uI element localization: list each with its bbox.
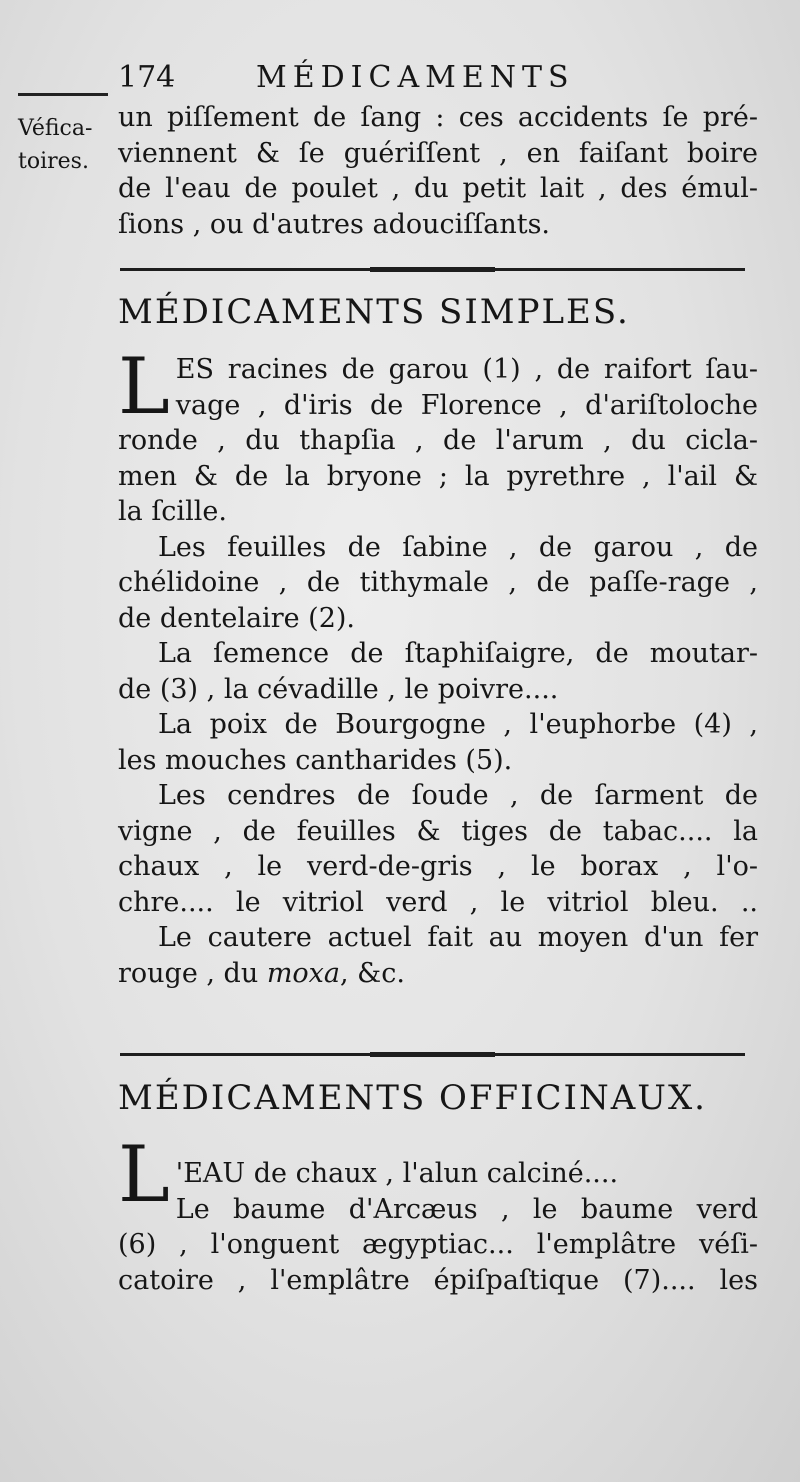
text-line: Les feuilles de ſabine , de garou , de (158, 531, 758, 563)
text-line: viennent & ſe guériſſent , en faiſant boire (118, 137, 758, 169)
text-line: la ſcille. (118, 496, 227, 527)
text-line: de dentelaire (2). (118, 602, 355, 634)
text-line: vage , d'iris de Florence , d'ariſtoloche (175, 389, 758, 421)
drop-cap: L (118, 342, 170, 432)
text-fragment: rouge , du (118, 957, 267, 989)
text-line: men & de la bryone ; la pyrethre , l'ail & (118, 460, 758, 492)
text-line: ES racines de garou (1) , de raifort ſau- (175, 354, 758, 385)
section-rule (120, 1053, 745, 1056)
drop-cap: L (118, 1130, 170, 1220)
margin-note-line: Véfica- (18, 116, 93, 141)
italic-term: moxa (266, 957, 341, 989)
section-officinaux-body (118, 1130, 758, 1298)
text-line: catoire , l'emplâtre épiſpaſtique (7).... les (118, 1264, 758, 1296)
running-head (0, 58, 800, 98)
text-line: Les cendres de ſoude , de ſarment de (158, 780, 758, 811)
text-line: (6) , l'onguent ægyptiac... l'emplâtre véſi- (118, 1229, 758, 1260)
text-line: chre.... le vitriol verd , le vitriol bleu. .. (118, 886, 758, 918)
margin-note-line: toires. (18, 149, 89, 174)
text-line: 'EAU de chaux , l'alun calciné.... (175, 1158, 619, 1189)
text-fragment: , &c. (340, 957, 405, 989)
section-simples-body (118, 342, 758, 991)
section-title-simples: MÉDICAMENTS SIMPLES. (118, 292, 630, 332)
text-line: de l'eau de poulet , du petit lait , des émul- (118, 173, 758, 204)
text-line: ſions , ou d'autres adouciſſants. (118, 208, 551, 240)
text-line: chaux , le verd-de-gris , le borax , l'o- (118, 851, 758, 882)
text-line: chélidoine , de tithymale , de paſſe-rage , (118, 567, 758, 598)
text-line: La poix de Bourgogne , l'euphorbe (4) , (158, 709, 758, 740)
margin-note (18, 112, 128, 178)
intro-paragraph (118, 100, 758, 242)
text-line: de (3) , la cévadille , le poivre.... (118, 673, 559, 705)
text-line: Le cautere actuel fait au moyen d'un fer (158, 922, 758, 953)
text-line: vigne , de feuilles & tiges de tabac.... la (118, 815, 758, 847)
running-title: MÉDICAMENTS (256, 60, 575, 95)
text-line: les mouches cantharides (5). (118, 744, 513, 776)
text-line: Le baume d'Arcæus , le baume verd (175, 1193, 758, 1225)
section-rule (120, 268, 745, 271)
text-line: un piſſement de ſang : ces accidents ſe pré- (118, 102, 758, 133)
text-line: La ſemence de ſtaphiſaigre, de moutar- (158, 638, 758, 669)
text-line: ronde , du thapſia , de l'arum , du cicla- (118, 425, 758, 456)
margin-rule (18, 93, 108, 96)
page-number: 174 (118, 60, 176, 95)
text-line (118, 956, 758, 992)
section-title-officinaux: MÉDICAMENTS OFFICINAUX. (118, 1078, 707, 1118)
